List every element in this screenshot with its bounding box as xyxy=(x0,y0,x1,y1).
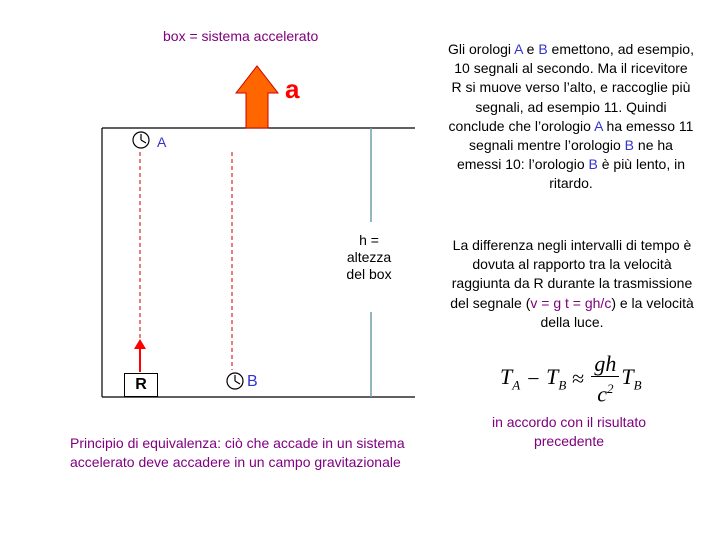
difference-paragraph xyxy=(446,236,698,332)
para1-text-4: ha emesso 11 segnali mentre l’orologio xyxy=(469,117,694,154)
equivalence-principle-note: Principio di equivalenza: ciò che accade in un sistema accelerato deve accadere in un campo gravitazionale xyxy=(70,435,405,470)
height-label-line3: del box xyxy=(346,266,392,282)
para1-text-5: ne ha emessi 10: l’orologio xyxy=(456,137,673,173)
receiver-arrow-head xyxy=(134,339,146,349)
para1-clock-a: A xyxy=(514,41,523,57)
formula-tb-sub: B xyxy=(558,377,567,393)
box-title: box = sistema accelerato xyxy=(163,28,319,44)
para1-text-1: Gli orologi xyxy=(448,41,515,57)
para1-clock-a-2: A xyxy=(594,117,603,134)
formula-denominator-exp: 2 xyxy=(606,381,614,396)
para1-clock-b-3: B xyxy=(588,156,598,173)
formula-minus: − xyxy=(520,366,547,392)
height-label xyxy=(335,232,403,283)
time-dilation-formula xyxy=(500,352,642,406)
clock-b-icon xyxy=(227,373,243,389)
formula-denominator: c xyxy=(597,381,607,407)
formula-ta-sub: A xyxy=(512,377,521,393)
receiver-label: R xyxy=(124,373,158,397)
formula-numerator: gh xyxy=(591,352,619,377)
formula-rhs-t: T xyxy=(621,364,634,390)
para2-velocity-formula: v = g t = gh/c xyxy=(530,294,612,311)
clock-b-label: B xyxy=(247,373,258,390)
para1-clock-b: B xyxy=(538,41,548,57)
height-label-line2: altezza xyxy=(346,249,392,265)
explanation-paragraph xyxy=(448,40,694,194)
formula-rhs-sub: B xyxy=(633,377,642,393)
clock-a-label: A xyxy=(157,134,167,150)
acceleration-arrow xyxy=(236,66,278,128)
clock-a-icon xyxy=(133,132,149,148)
accord-note: in accordo con il risultato precedente xyxy=(491,414,647,449)
formula-approx: ≈ xyxy=(566,366,590,392)
para1-text-3: emettono, ad esempio, 10 segnali al secondo. Ma il ricevitore R si muove verso l’alto, e raccoglie più segnali, ad esempio 11. Quindi conclude che l’orologio xyxy=(448,41,694,134)
formula-fraction xyxy=(591,352,619,406)
height-label-line1: h = xyxy=(359,232,379,248)
para1-text-6: è più lento, in ritardo. xyxy=(549,156,686,192)
acceleration-label: a xyxy=(285,74,300,104)
para2-text-2: ) e la velocità della luce. xyxy=(540,294,694,330)
para2-text-1: La differenza negli intervalli di tempo è dovuta al rapporto tra la velocità raggiunta da R durante la trasmissione del segnale ( xyxy=(450,237,693,311)
para1-text-2: e xyxy=(522,41,539,57)
formula-tb: T xyxy=(546,364,559,390)
formula-ta: T xyxy=(500,364,513,390)
para1-clock-b-2: B xyxy=(624,137,635,154)
